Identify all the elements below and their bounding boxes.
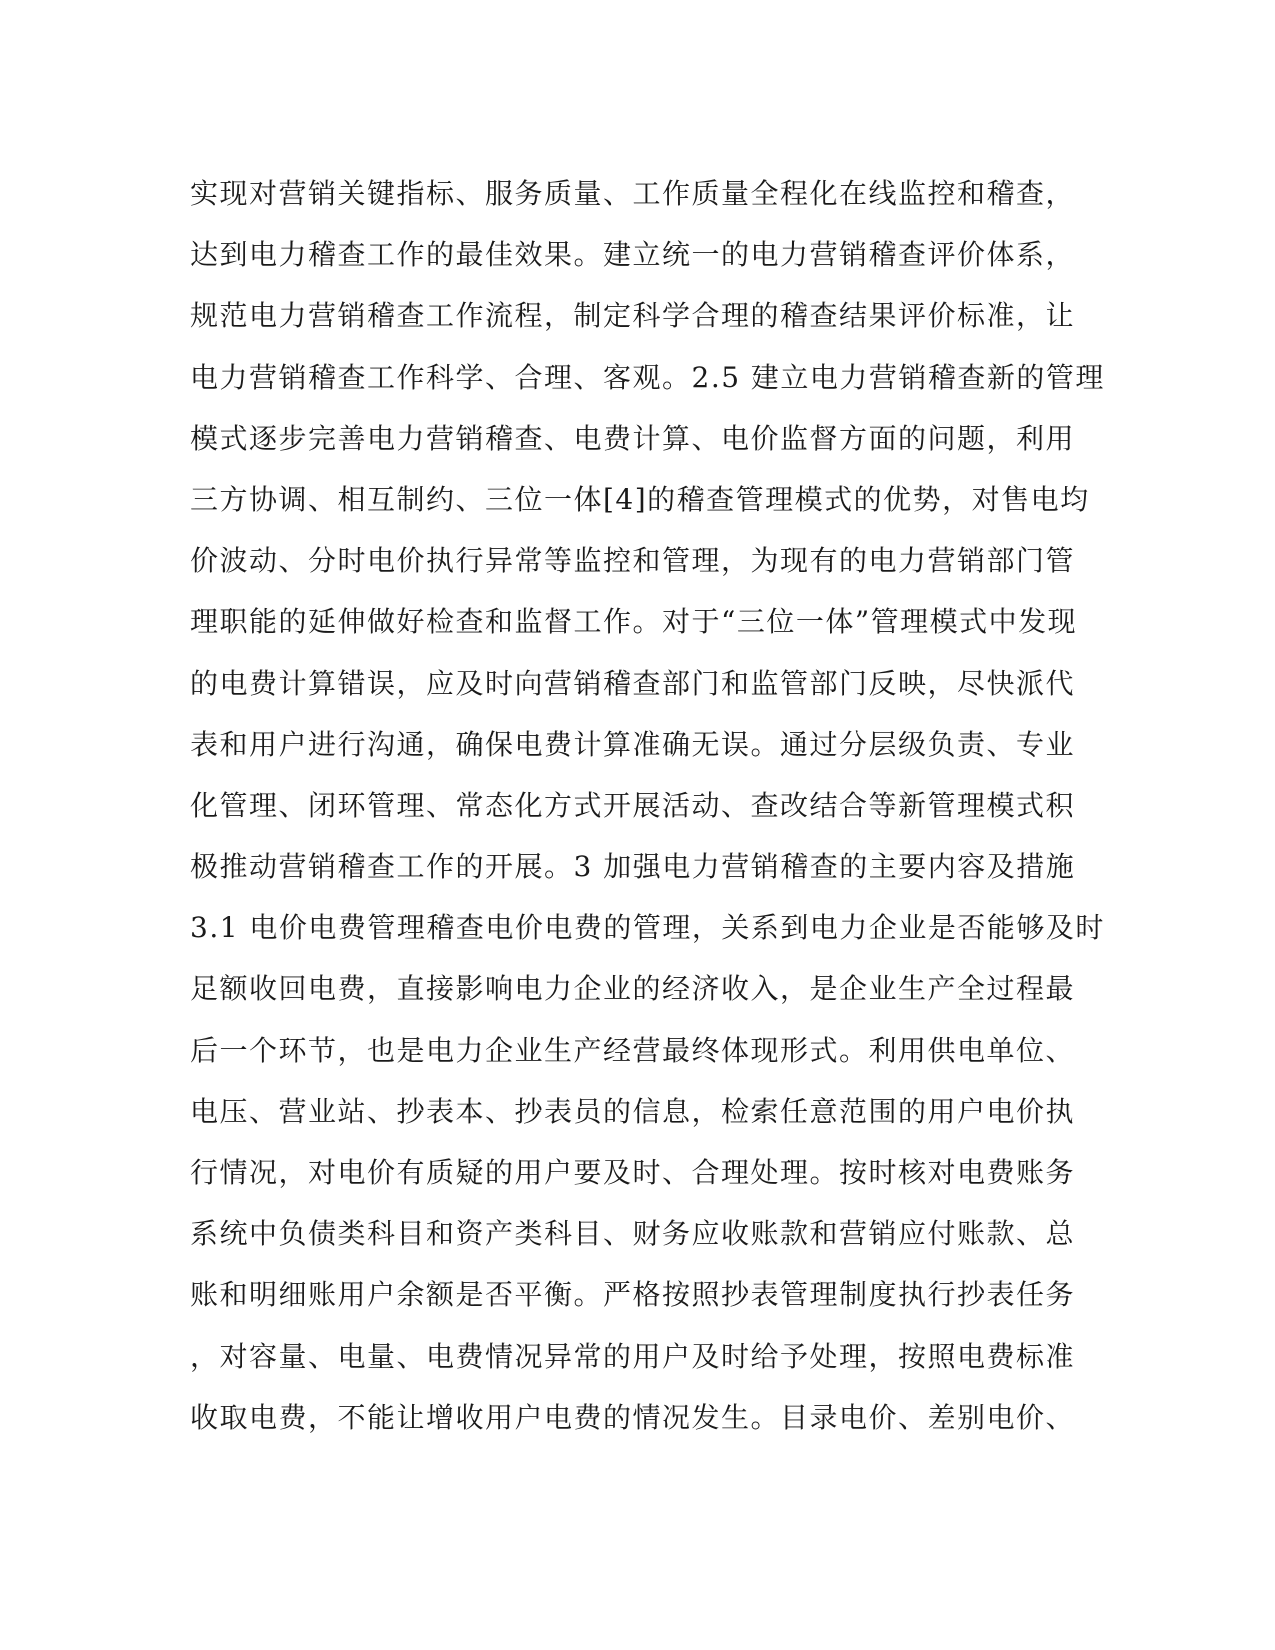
text-line: 足额收回电费，直接影响电力企业的经济收入，是企业生产全过程最	[190, 972, 1076, 1006]
text-line: 后一个环节，也是电力企业生产经营最终体现形式。利用供电单位、	[190, 1033, 1076, 1067]
text-line: 表和用户进行沟通，确保电费计算准确无误。通过分层级负责、专业	[190, 727, 1076, 761]
text-line: 行情况，对电价有质疑的用户要及时、合理处理。按时核对电费账务	[190, 1156, 1076, 1189]
text-line: 实现对营销关键指标、服务质量、工作质量全程化在线监控和稽查，	[190, 177, 1076, 210]
text-line: 收取电费，不能让增收用户电费的情况发生。目录电价、差别电价、	[190, 1400, 1076, 1434]
text-line: 模式逐步完善电力营销稽查、电费计算、电价监督方面的问题，利用	[190, 421, 1076, 455]
body-text	[190, 163, 1105, 1448]
text-line: ，对容量、电量、电费情况异常的用户及时给予处理，按照电费标准	[190, 1339, 1076, 1373]
text-line: 化管理、闭环管理、常态化方式开展活动、查改结合等新管理模式积	[190, 788, 1076, 822]
text-line: 规范电力营销稽查工作流程，制定科学合理的稽查结果评价标准，让	[190, 299, 1076, 333]
text-line: 3.1 电价电费管理稽查电价电费的管理，关系到电力企业是否能够及时	[190, 911, 1105, 945]
text-line: 的电费计算错误，应及时向营销稽查部门和监管部门反映，尽快派代	[190, 666, 1076, 700]
text-line: 电力营销稽查工作科学、合理、客观。2.5 建立电力营销稽查新的管理	[190, 360, 1105, 394]
text-line: 价波动、分时电价执行异常等监控和管理，为现有的电力营销部门管	[190, 544, 1076, 578]
text-line: 电压、营业站、抄表本、抄表员的信息，检索任意范围的用户电价执	[190, 1094, 1076, 1128]
text-line: 三方协调、相互制约、三位一体[4]的稽查管理模式的优势，对售电均	[190, 482, 1090, 516]
text-line: 系统中负债类科目和资产类科目、财务应收账款和营销应付账款、总	[190, 1217, 1076, 1251]
text-line: 达到电力稽查工作的最佳效果。建立统一的电力营销稽查评价体系，	[190, 238, 1076, 272]
text-line: 理职能的延伸做好检查和监督工作。对于“三位一体”管理模式中发现	[190, 605, 1078, 639]
text-line: 极推动营销稽查工作的开展。3 加强电力营销稽查的主要内容及措施	[190, 850, 1076, 884]
text-line: 账和明细账用户余额是否平衡。严格按照抄表管理制度执行抄表任务	[190, 1278, 1076, 1312]
